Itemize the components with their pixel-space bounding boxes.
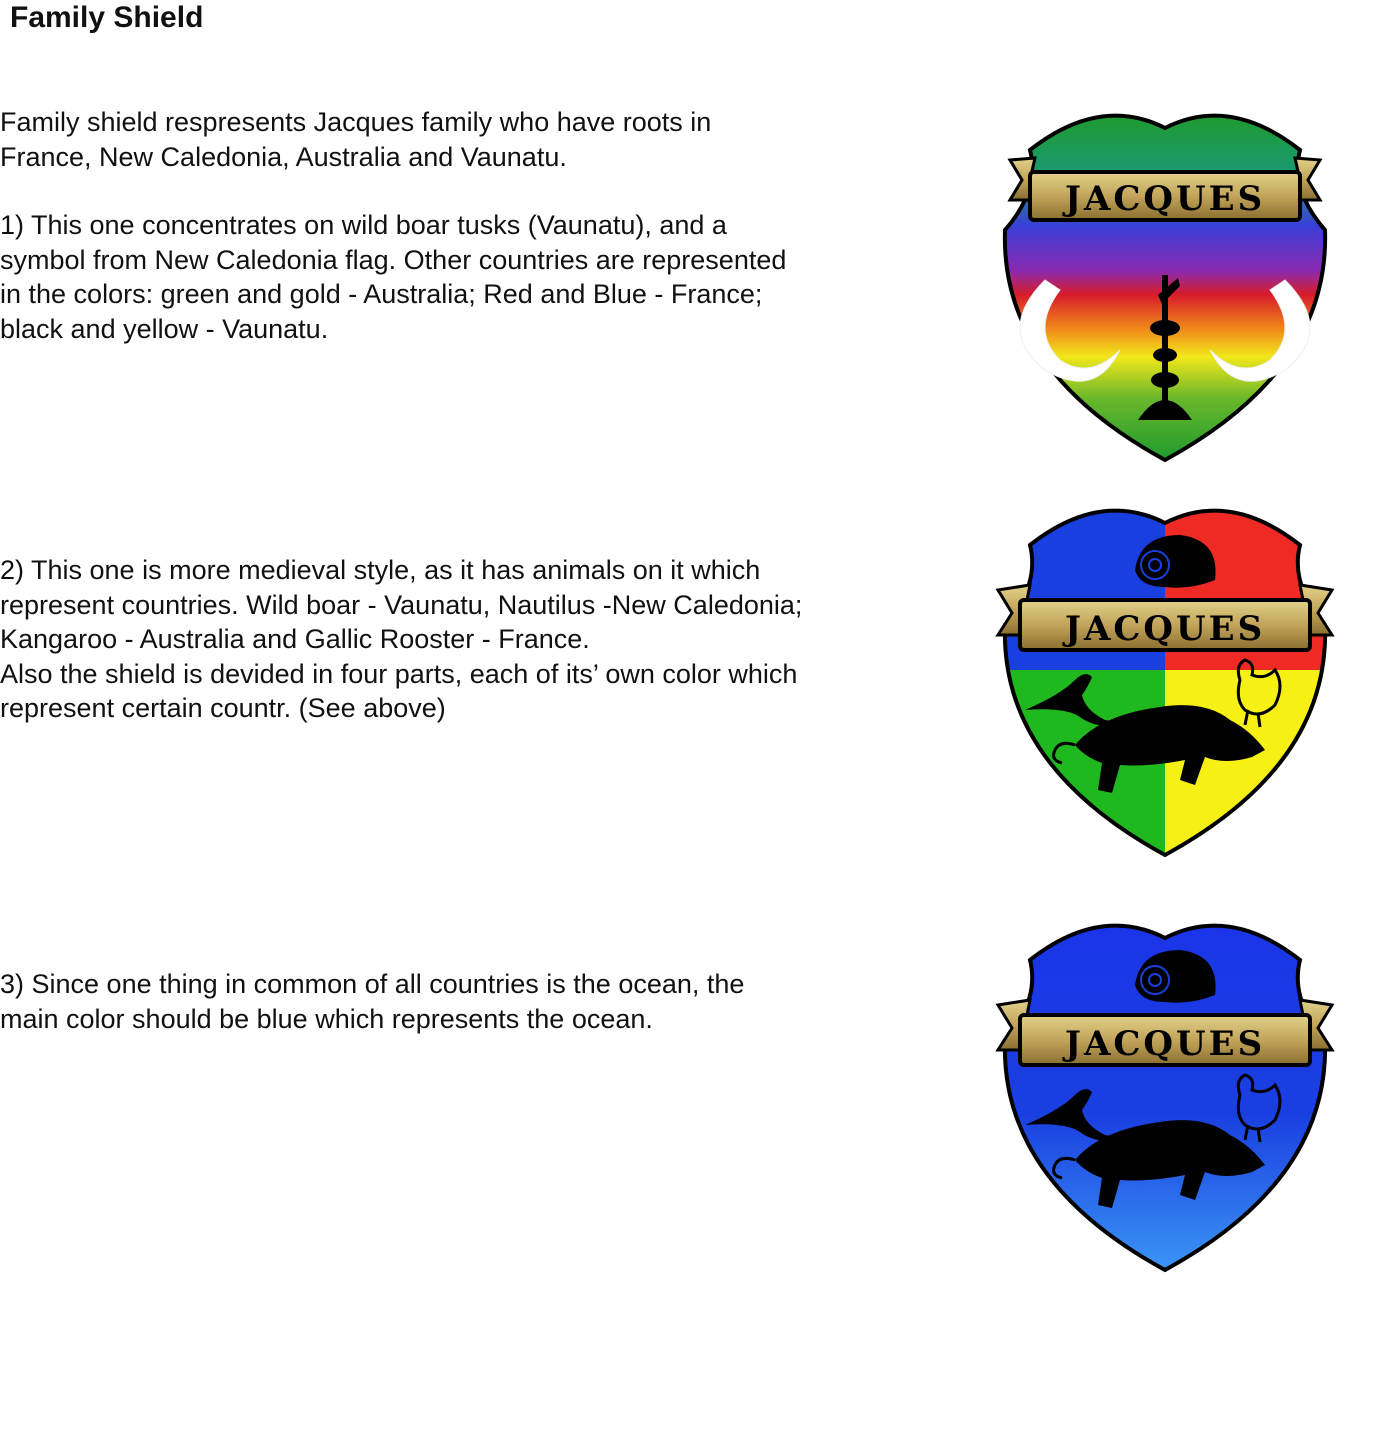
option-3-text: 3) Since one thing in common of all countries is the ocean, the main color should be blue which represents the ocean. <box>0 969 745 1034</box>
page-title: Family Shield <box>10 1 204 34</box>
shield-ocean <box>990 910 1340 1280</box>
shield-rainbow <box>990 100 1340 470</box>
banner-name: JACQUES <box>1064 179 1266 219</box>
banner-name: JACQUES <box>1064 609 1266 649</box>
option-2-text: 2) This one is more medieval style, as it has animals on it which represent countries. Wild boar - Vaunatu, Nautilus -New Caledonia; Kangaroo - Australia and Gallic Rooster - France. Also the shield is devided in four parts, each of its’ own color which represent certain countr. (See above) <box>0 555 803 723</box>
banner-name: JACQUES <box>1064 1024 1266 1064</box>
option-1-text: 1) This one concentrates on wild boar tusks (Vaunatu), and a symbol from New Caledonia flag. Other countries are represented in the colors: green and gold - Australia; Red and Blue - France; black and yellow - Vaunatu. <box>0 210 787 344</box>
shield-quartered <box>990 495 1340 865</box>
intro-text: Family shield respresents Jacques family who have roots in France, New Caledonia, Australia and Vaunatu. <box>0 107 712 172</box>
